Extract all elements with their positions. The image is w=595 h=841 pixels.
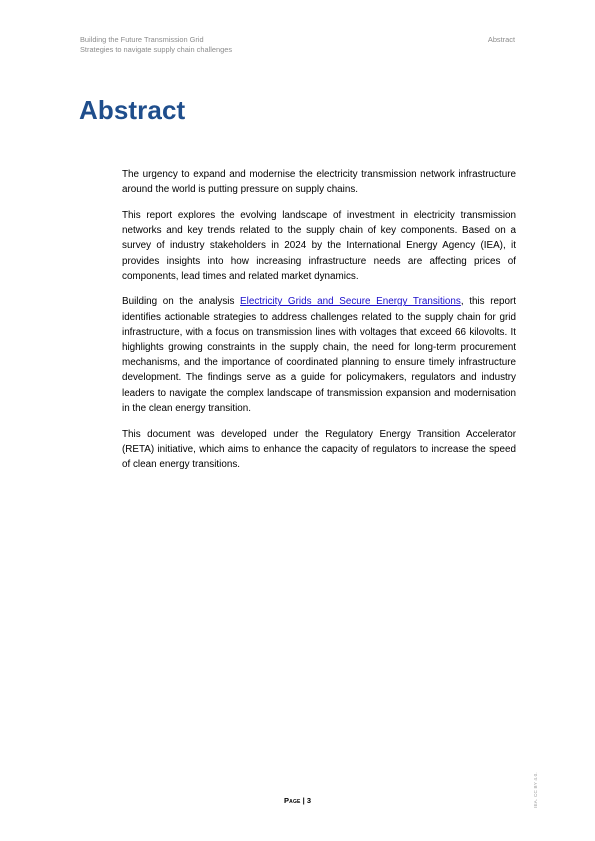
header-report-subtitle: Strategies to navigate supply chain challenges (80, 45, 233, 54)
paragraph-4: This document was developed under the Regulatory Energy Transition Accelerator (RETA) initiative, which aims to enhance the capacity of regulators to increase the speed of clean energy transitions. (122, 428, 516, 470)
paragraph-3-rest: , this report identifies actionable strategies to address challenges related to the supply chain for grid infrastructure, with a focus on transmission lines with voltages that exceed 66 kilovolts. It highlights growing constraints in the supply chain, the need for long-term procurement mechanisms, and the importance of coordinated planning to ensure timely infrastructure development. The findings serve as a guide for policymakers, regulators and industry leaders to navigate the complex landscape of transmission expansion and modernisation in the clean energy transition. (122, 296, 516, 414)
abstract-body (122, 167, 516, 483)
running-header (80, 35, 232, 55)
report-link-electricity-grids[interactable]: Electricity Grids and Secure Energy Transitions (240, 296, 461, 308)
header-report-title: Building the Future Transmission Grid (80, 35, 204, 44)
paragraph-2: This report explores the evolving landscape of investment in electricity transmission networks and key trends related to the supply chain of key components. Based on a survey of industry stakeholders in 2024 by the International Energy Agency (IEA), it provides insights into how increasing infrastructure needs are affecting prices of components, lead times and related market dynamics. (122, 209, 516, 282)
license-text: IEA. CC BY 4.0. (533, 772, 538, 808)
paragraph-3 (122, 294, 516, 416)
header-section-name: Abstract (487, 35, 515, 44)
page-separator: | (300, 796, 307, 805)
paragraph-1: The urgency to expand and modernise the electricity transmission network infrastructure around the world is putting pressure on supply chains. (122, 169, 516, 196)
page-footer (0, 796, 595, 806)
page-title: Abstract (79, 95, 186, 125)
page-label: Page (283, 796, 301, 805)
page-number: 3 (306, 796, 312, 805)
paragraph-3-lead: Building on the analysis (122, 296, 241, 308)
license-note (533, 760, 541, 810)
